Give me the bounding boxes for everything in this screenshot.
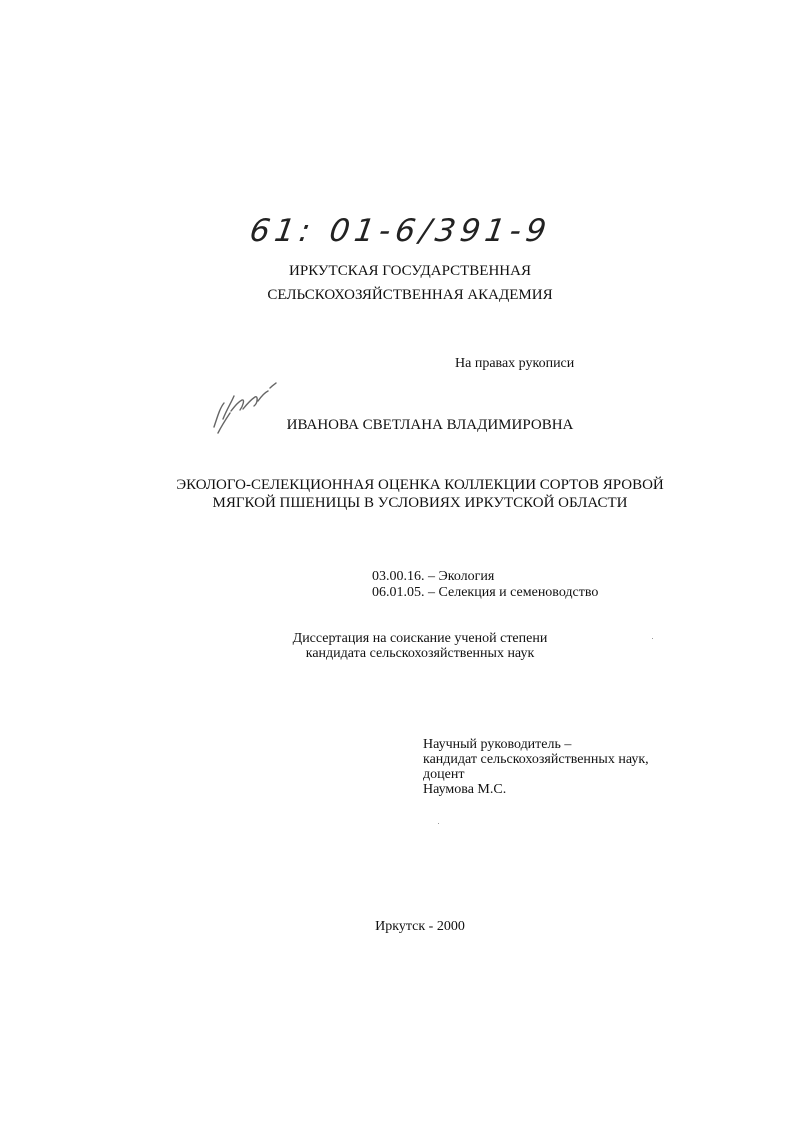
institution-name-line-1: ИРКУТСКАЯ ГОСУДАРСТВЕННАЯ <box>289 263 531 279</box>
handwritten-signature-icon <box>200 375 290 455</box>
scan-speck <box>438 823 439 824</box>
dissertation-title-line-2: МЯГКОЙ ПШЕНИЦЫ В УСЛОВИЯХ ИРКУТСКОЙ ОБЛАСТИ <box>212 495 628 511</box>
supervisor-block <box>423 737 649 797</box>
specialty-line-ecology: 03.00.16. – Экология <box>372 569 495 584</box>
supervisor-title-line: доцент <box>423 767 465 782</box>
author-name: ИВАНОВА СВЕТЛАНА ВЛАДИМИРОВНА <box>286 417 574 433</box>
scan-speck <box>652 638 653 639</box>
city-and-year: Иркутск - 2000 <box>375 919 465 934</box>
institution-name-line-2: СЕЛЬСКОХОЗЯЙСТВЕННАЯ АКАДЕМИЯ <box>267 287 553 303</box>
supervisor-role-line: Научный руководитель – <box>423 737 572 752</box>
manuscript-rights-note: На правах рукописи <box>455 356 575 371</box>
degree-statement-line-2: кандидата сельскохозяйственных наук <box>305 646 535 661</box>
supervisor-name-line: Наумова М.С. <box>423 782 507 797</box>
specialty-line-breeding: 06.01.05. – Селекция и семеноводство <box>372 585 599 600</box>
supervisor-degree-line: кандидат сельскохозяйственных наук, <box>423 752 649 767</box>
degree-statement-line-1: Диссертация на соискание ученой степени <box>292 631 548 646</box>
dissertation-title-line-1: ЭКОЛОГО-СЕЛЕКЦИОННАЯ ОЦЕНКА КОЛЛЕКЦИИ СОРТОВ ЯРОВОЙ <box>176 477 664 493</box>
handwritten-catalog-code: 61: 01-6/391-9 <box>247 213 554 249</box>
